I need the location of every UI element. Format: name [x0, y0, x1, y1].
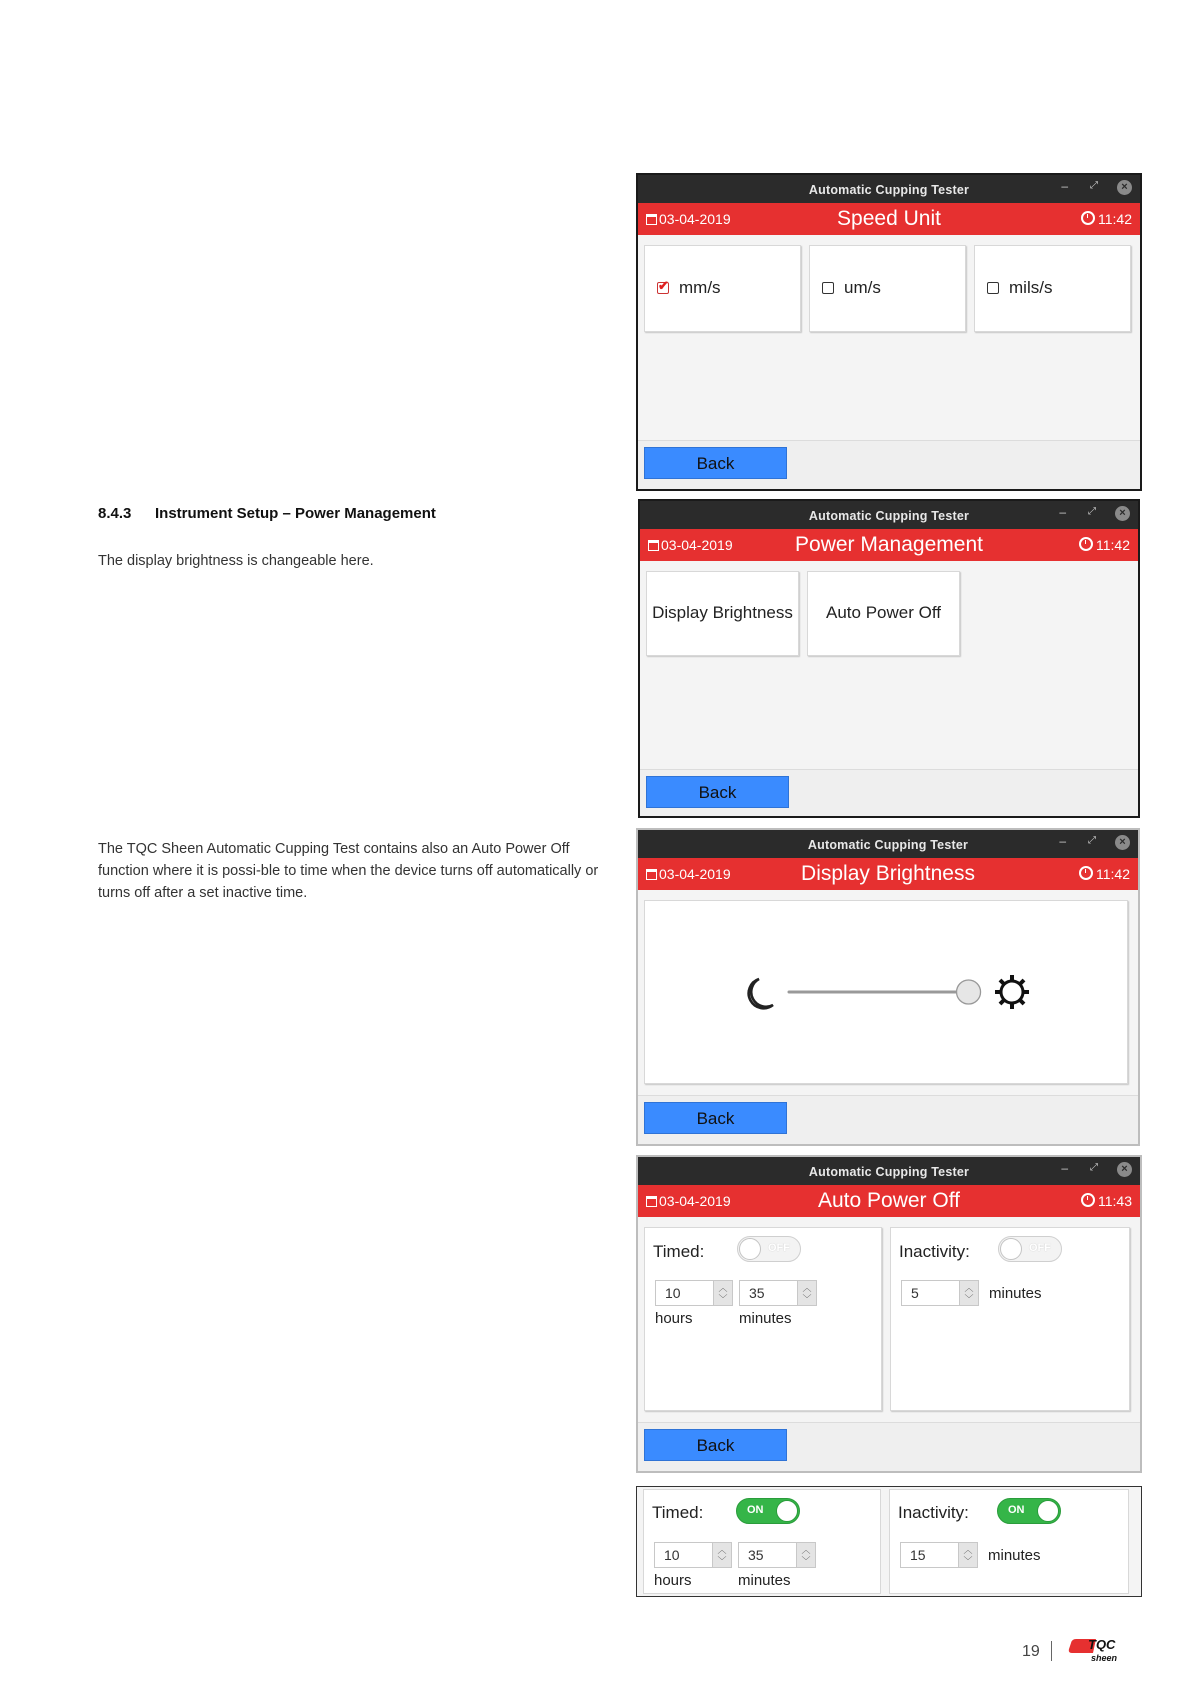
spinbox-value: 35 [749, 1285, 765, 1301]
toggle-state: OFF [768, 1242, 790, 1254]
brightness-paragraph: The display brightness is changeable here. [98, 553, 374, 569]
speed-unit-window [636, 173, 1142, 491]
toggle-knob [739, 1238, 761, 1260]
timed-label: Timed: [653, 1242, 705, 1261]
menu-item-label: Display Brightness [652, 603, 793, 622]
section-heading [98, 505, 436, 522]
option-label: um/s [844, 278, 881, 297]
slider-handle[interactable] [957, 980, 981, 1004]
back-button[interactable]: Back [646, 776, 789, 808]
spin-arrows-icon[interactable]: ︿ ﹀ [713, 1281, 732, 1305]
time-text: 11:42 [1096, 866, 1130, 882]
inactivity-spinbox[interactable] [900, 1542, 978, 1568]
inactivity-panel [889, 1489, 1129, 1594]
screen-title: Display Brightness [801, 862, 975, 885]
spin-arrows-icon[interactable]: ︿ ﹀ [796, 1543, 815, 1567]
date-text: 03-04-2019 [659, 866, 731, 882]
menu-item-label: Auto Power Off [826, 603, 941, 622]
inactivity-unit-label: minutes [988, 1547, 1041, 1564]
hours-label: hours [655, 1310, 693, 1327]
option-mm-s[interactable] [644, 245, 801, 332]
screen-title: Speed Unit [837, 207, 941, 230]
window-title: Automatic Cupping Tester [808, 183, 970, 197]
clock-icon [1081, 1193, 1095, 1207]
window-titlebar [638, 1157, 1140, 1185]
inactivity-toggle[interactable] [998, 1236, 1062, 1262]
timed-toggle[interactable] [737, 1236, 801, 1262]
spinbox-value: 10 [665, 1285, 681, 1301]
brightness-panel [644, 900, 1128, 1084]
toggle-state: OFF [1029, 1242, 1051, 1254]
svg-text:TQC: TQC [1088, 1637, 1116, 1652]
power-management-window [638, 499, 1140, 818]
moon-icon [749, 979, 773, 1008]
close-icon[interactable]: × [1115, 835, 1130, 850]
window-title: Automatic Cupping Tester [807, 838, 969, 852]
spinbox-value: 10 [664, 1547, 680, 1563]
header-bar [638, 203, 1140, 235]
tqc-sheen-logo [1066, 1636, 1136, 1664]
footer-bar [638, 440, 1140, 489]
spin-arrows-icon[interactable]: ︿ ﹀ [797, 1281, 816, 1305]
date-text: 03-04-2019 [659, 211, 731, 227]
clock-icon [1079, 866, 1093, 880]
section-title: Instrument Setup – Power Management [155, 505, 436, 522]
timed-panel [644, 1227, 882, 1411]
minimize-icon[interactable]: – [1059, 834, 1066, 848]
brightness-slider-graphic [645, 901, 1129, 1085]
display-brightness-window [636, 828, 1140, 1146]
header-bar [638, 858, 1138, 890]
footer-bar [638, 1095, 1138, 1144]
time-text: 11:42 [1098, 211, 1132, 227]
option-label: mm/s [679, 278, 721, 297]
clock-icon [1079, 537, 1093, 551]
inactivity-label: Inactivity: [899, 1242, 970, 1261]
minimize-icon[interactable]: – [1061, 179, 1068, 193]
timed-panel [643, 1489, 881, 1594]
checkbox-checked-icon[interactable] [657, 282, 669, 294]
timed-toggle[interactable] [736, 1498, 800, 1524]
minutes-spinbox[interactable] [738, 1542, 816, 1568]
date-text: 03-04-2019 [661, 537, 733, 553]
window-title: Automatic Cupping Tester [808, 1165, 970, 1179]
option-label: mils/s [1009, 278, 1053, 297]
window-title: Automatic Cupping Tester [808, 509, 970, 523]
spin-arrows-icon[interactable]: ︿ ﹀ [959, 1281, 978, 1305]
close-icon[interactable]: × [1117, 180, 1132, 195]
toggle-knob [1037, 1500, 1059, 1522]
footer-bar [640, 769, 1138, 816]
spinbox-value: 15 [910, 1547, 926, 1563]
page-number: 19 [1022, 1643, 1040, 1660]
auto-power-off-paragraph: The TQC Sheen Automatic Cupping Test contains also an Auto Power Off function where it is possi-ble to time when the device turns off automatically or turns off after a set inactive time. [98, 841, 599, 901]
toggle-knob [1000, 1238, 1022, 1260]
inactivity-label: Inactivity: [898, 1503, 969, 1522]
inactivity-toggle[interactable] [997, 1498, 1061, 1524]
minutes-label: minutes [738, 1572, 791, 1589]
sun-icon [995, 975, 1029, 1009]
svg-text:sheen: sheen [1091, 1653, 1118, 1663]
back-button[interactable]: Back [644, 447, 787, 479]
display-brightness-button[interactable] [646, 571, 799, 656]
footer-divider [1051, 1641, 1052, 1661]
spin-arrows-icon[interactable]: ︿ ﹀ [958, 1543, 977, 1567]
option-mils-s[interactable] [974, 245, 1131, 332]
window-titlebar [640, 501, 1138, 529]
restore-icon[interactable]: ⤢ [1088, 835, 1096, 846]
minutes-label: minutes [739, 1310, 792, 1327]
time-text: 11:42 [1096, 537, 1130, 553]
footer-bar [638, 1422, 1140, 1471]
window-titlebar [638, 175, 1140, 203]
inactivity-spinbox[interactable] [901, 1280, 979, 1306]
inactivity-unit-label: minutes [989, 1285, 1042, 1302]
close-icon[interactable]: × [1115, 506, 1130, 521]
back-button[interactable]: Back [644, 1429, 787, 1461]
hours-spinbox[interactable] [655, 1280, 733, 1306]
hours-spinbox[interactable] [654, 1542, 732, 1568]
clock-icon [1081, 211, 1095, 225]
screen-title: Power Management [795, 533, 983, 556]
checkbox-icon[interactable] [987, 282, 999, 294]
checkbox-icon[interactable] [822, 282, 834, 294]
time-text: 11:43 [1098, 1193, 1132, 1209]
hours-label: hours [654, 1572, 692, 1589]
toggle-knob [776, 1500, 798, 1522]
section-number: 8.4.3 [98, 505, 132, 522]
auto-power-on-crop [636, 1486, 1142, 1597]
back-button[interactable]: Back [644, 1102, 787, 1134]
restore-icon[interactable]: ⤢ [1088, 506, 1096, 517]
close-icon[interactable]: × [1117, 1162, 1132, 1177]
header-bar [640, 529, 1138, 561]
restore-icon[interactable]: ⤢ [1090, 1162, 1098, 1173]
spinbox-value: 5 [911, 1285, 919, 1301]
minimize-icon[interactable]: – [1059, 505, 1066, 519]
inactivity-panel [890, 1227, 1130, 1411]
brightness-slider[interactable] [789, 980, 981, 1004]
restore-icon[interactable]: ⤢ [1090, 180, 1098, 191]
toggle-state: ON [1008, 1504, 1025, 1516]
spinbox-value: 35 [748, 1547, 764, 1563]
window-titlebar [638, 830, 1138, 858]
option-um-s[interactable] [809, 245, 966, 332]
auto-power-off-window [636, 1155, 1142, 1473]
header-bar [638, 1185, 1140, 1217]
minimize-icon[interactable]: – [1061, 1161, 1068, 1175]
auto-power-off-button[interactable] [807, 571, 960, 656]
toggle-state: ON [747, 1504, 764, 1516]
screen-title: Auto Power Off [817, 1189, 961, 1212]
minutes-spinbox[interactable] [739, 1280, 817, 1306]
date-text: 03-04-2019 [659, 1193, 731, 1209]
spin-arrows-icon[interactable]: ︿ ﹀ [712, 1543, 731, 1567]
timed-label: Timed: [652, 1503, 704, 1522]
